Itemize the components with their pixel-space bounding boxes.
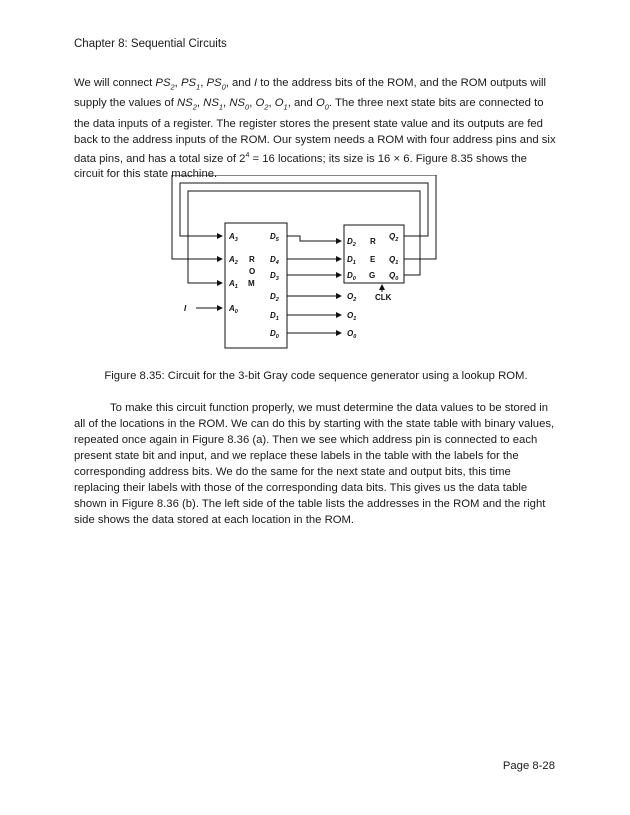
figure-caption: Figure 8.35: Circuit for the 3-bit Gray code sequence generator using a lookup ROM. (104, 370, 528, 382)
rom-pin-a0: $A_0$ (229, 304, 238, 315)
rom-pin-d0: $D_0$ (270, 329, 279, 340)
rom-pin-d2: $D_2$ (270, 292, 279, 303)
reg-pin-d1: $D_1$ (347, 255, 356, 266)
circuit-diagram (170, 175, 470, 365)
reg-pin-d0: $D_0$ (347, 271, 356, 282)
reg-name-g: G (369, 271, 376, 280)
rom-pin-a1: $A_1$ (229, 279, 238, 290)
output-o1: $O_1$ (347, 311, 357, 322)
clock-label: CLK (375, 293, 392, 302)
reg-pin-d2: $D_2$ (347, 237, 356, 248)
rom-pin-a2: $A_2$ (229, 255, 238, 266)
rom-pin-d4: $D_4$ (270, 255, 279, 266)
output-o2: $O_2$ (347, 292, 357, 303)
rom-name-m: M (248, 279, 255, 288)
rom-pin-d1: $D_1$ (270, 311, 279, 322)
rom-name-r: R (249, 255, 255, 264)
circuit-figure (170, 175, 470, 365)
rom-pin-a3: $A_3$ (229, 232, 238, 243)
reg-pin-q1: $Q_1$ (389, 255, 399, 266)
reg-name-r: R (370, 237, 376, 246)
reg-name-e: E (370, 255, 376, 264)
reg-pin-q0: $Q_0$ (389, 271, 399, 282)
feedback-wire-q0 (188, 191, 420, 283)
paragraph-rom-data: To make this circuit function properly, we must determine the data values to be stored in all of the locations in the ROM. We can do this by starting with the state table with binary values, repeated once again in Figure 8.36 (a). Then we see which address pin is connected to each present state bit and input, and we replace these labels in the table with the labels for the corresponding address bits. We do the same for the next state and output bits, this time replacing their labels with those of the corresponding data bits. This gives us the data table shown in Figure 8.36 (b). The left side of the table lists the addresses in the ROM and the right side shows the data stored at each location in the ROM. (74, 402, 555, 526)
wire-d5 (287, 236, 341, 241)
output-o0: $O_0$ (347, 329, 357, 340)
paragraph-intro: We will connect $PS_2$, $PS_1$, $PS_0$, and I to the address bits of the ROM, and the ROM outputs will supply the values of $NS_2$, $NS_1$, $NS_0$, $O_2$, $O_1$, and $O_0$. The three next state bits are connected to the data inputs of a register. The register stores the present state value and its outputs are fed back to the address inputs of the ROM. Our system needs a ROM with four address pins and six data pins, and has a total size of $2^4 = 16$ locations; its size is 16 × 6. Figure 8.35 shows the circuit for this state machine. (74, 77, 556, 181)
reg-pin-q2: $Q_2$ (389, 232, 399, 243)
rom-pin-d5: $D_5$ (270, 232, 279, 243)
rom-pin-d3: $D_3$ (270, 271, 279, 282)
feedback-wire-q1 (172, 175, 436, 259)
input-label: I (184, 304, 187, 313)
chapter-header: Chapter 8: Sequential Circuits (74, 38, 227, 50)
page-number: Page 8-28 (502, 760, 555, 772)
rom-name-o: O (249, 267, 256, 276)
